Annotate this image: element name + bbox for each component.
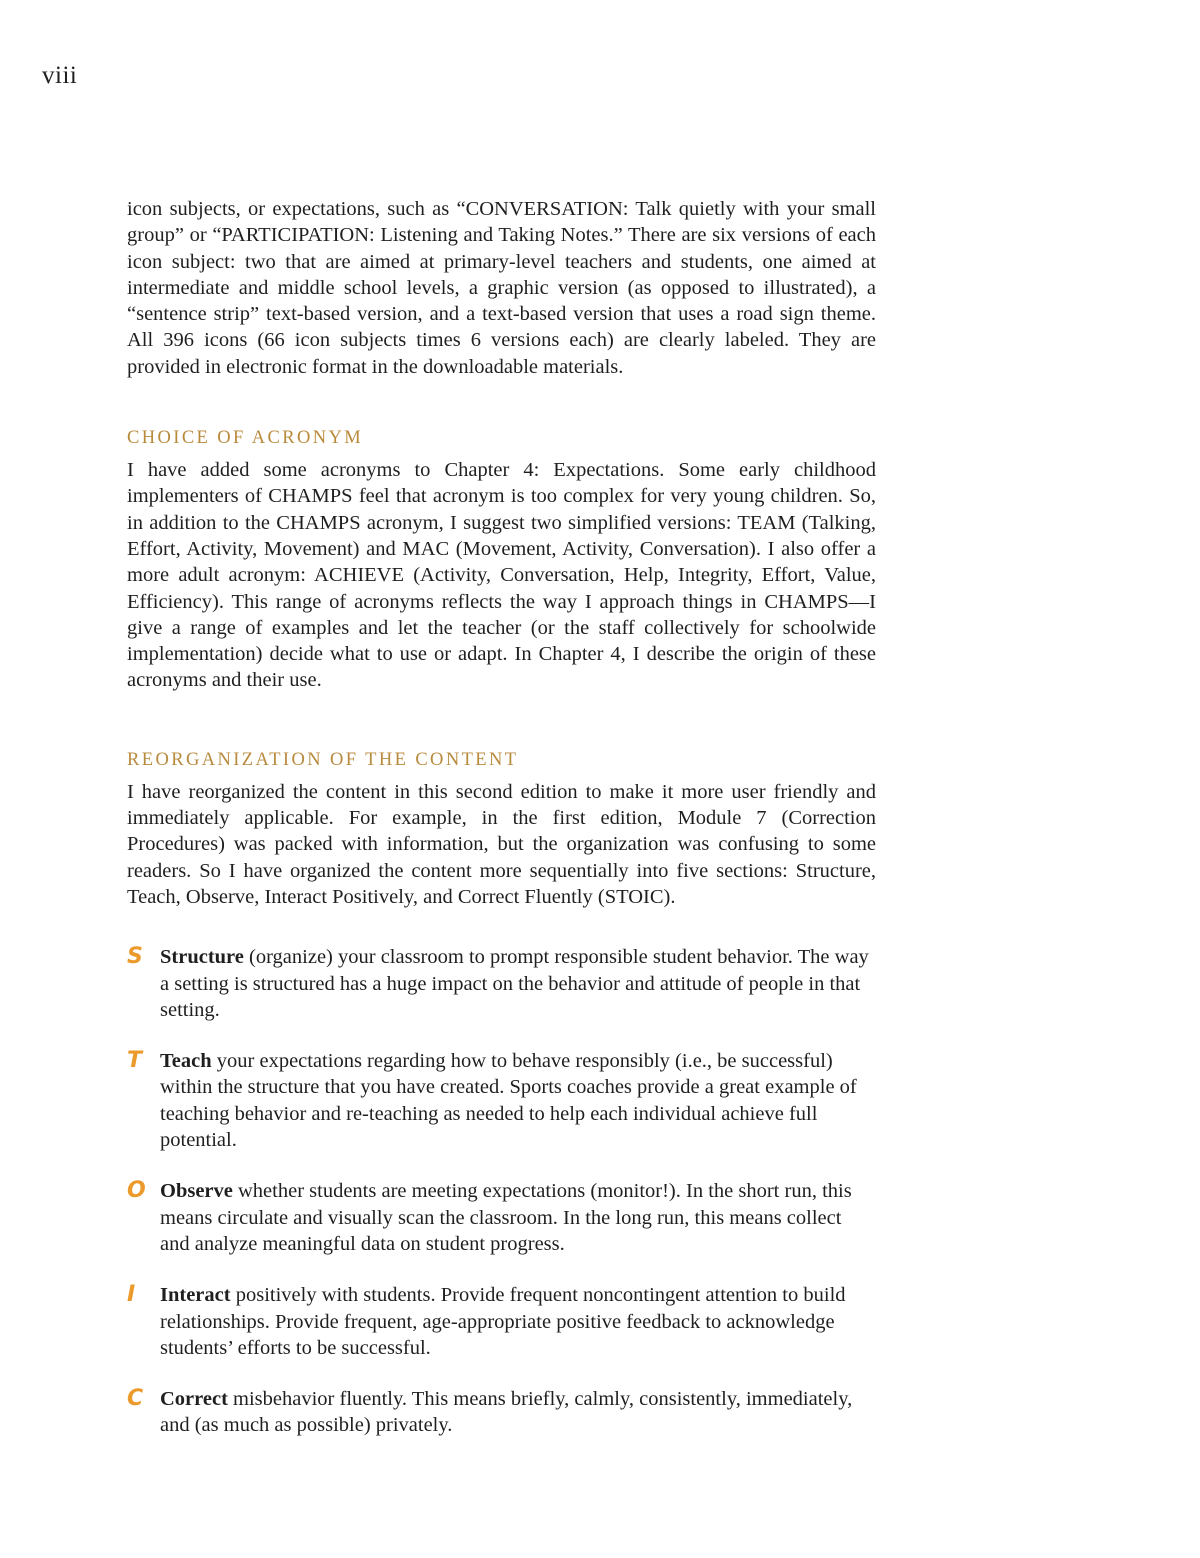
stoic-text: positively with students. Provide frequent noncontingent attention to build relationships. Provide frequent, age-appropriate positive feedback to acknowledge students’ efforts to be successful. <box>160 1284 846 1359</box>
section-heading-acronym: CHOICE OF ACRONYM <box>127 428 364 449</box>
stoic-term: Structure <box>160 946 244 969</box>
text-column <box>127 196 876 1464</box>
section-choice-of-acronym <box>127 425 876 694</box>
stoic-item-structure <box>127 944 876 1023</box>
stoic-item-correct <box>127 1386 876 1439</box>
intro-paragraph: icon subjects, or expectations, such as “CONVERSATION: Talk quietly with your small group” or “PARTICIPATION: Listening and Taking Notes.” There are six versions of each icon subject: two that are aimed at primary-level teachers and students, one aimed at intermediate and middle school levels, a graphic version (as opposed to illustrated), a “sentence strip” text-based version, and a text-based version that uses a road sign theme. All 396 icons (66 icon subjects times 6 versions each) are clearly labeled. They are provided in electronic format in the downloadable materials. <box>127 198 876 378</box>
stoic-text: whether students are meeting expectations (monitor!). In the short run, this means circulate and visually scan the classroom. In the long run, this means collect and analyze meaningful data on student progress. <box>160 1180 852 1255</box>
letter-t-icon: T <box>127 1048 143 1074</box>
stoic-list <box>127 944 876 1438</box>
stoic-term: Correct <box>160 1388 228 1411</box>
letter-s-icon: S <box>127 944 143 970</box>
stoic-item-teach <box>127 1048 876 1153</box>
letter-o-icon: O <box>127 1178 146 1204</box>
section-heading-reorganization: REORGANIZATION OF THE CONTENT <box>127 749 519 770</box>
section-body-acronym: I have added some acronyms to Chapter 4: Expectations. Some early childhood implementers of CHAMPS feel that acronym is too complex for very young children. So, in addition to the CHAMPS acronym, I suggest two simplified versions: TEAM (Talking, Effort, Activity, Movement) and MAC (Movement, Activity, Conversation). I also offer a more adult acronym: ACHIEVE (Activity, Conversation, Help, Integrity, Effort, Value, Efficiency). This range of acronyms reflects the way I approach things in CHAMPS—I give a range of examples and let the teacher (or the staff collectively for schoolwide implementation) decide what to use or adapt. In Chapter 4, I describe the origin of these acronyms and their use. <box>127 459 876 692</box>
letter-i-icon: I <box>127 1282 136 1308</box>
stoic-item-interact <box>127 1282 876 1361</box>
section-reorganization <box>127 747 876 910</box>
section-body-reorganization: I have reorganized the content in this second edition to make it more user friendly and immediately applicable. For example, in the first edition, Module 7 (Correction Procedures) was packed with information, but the organization was confusing to some readers. So I have organized the content more sequentially into five sections: Structure, Teach, Observe, Interact Positively, and Correct Fluently (STOIC). <box>127 780 876 908</box>
stoic-term: Teach <box>160 1050 212 1073</box>
stoic-term: Interact <box>160 1284 231 1307</box>
stoic-item-observe <box>127 1178 876 1257</box>
stoic-text: misbehavior fluently. This means briefly, calmly, consistently, immediately, and (as much as possible) privately. <box>160 1388 853 1437</box>
stoic-text: (organize) your classroom to prompt responsible student behavior. The way a setting is structured has a huge impact on the behavior and attitude of people in that setting. <box>160 946 869 1021</box>
page-number: viii <box>42 62 78 89</box>
letter-c-icon: C <box>127 1386 144 1412</box>
stoic-term: Observe <box>160 1180 233 1203</box>
stoic-text: your expectations regarding how to behave responsibly (i.e., be successful) within the structure that you have created. Sports coaches provide a great example of teaching behavior and re-teaching as needed to help each individual achieve full potential. <box>160 1050 857 1152</box>
